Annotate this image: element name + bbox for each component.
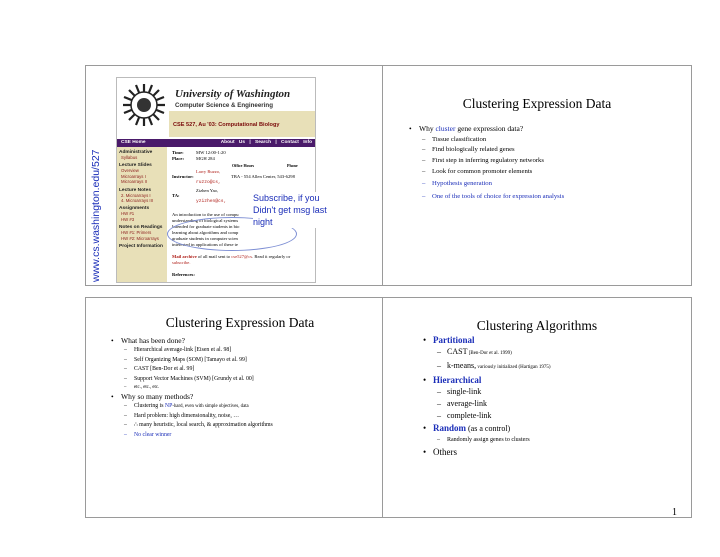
mail-archive-tail: . Read it regularly or <box>252 254 291 259</box>
office-hours-header: Office Hours <box>232 163 255 168</box>
intro-line: Intended for graduate students in bio <box>172 224 240 229</box>
bullet: • What has been done? <box>111 336 391 346</box>
intro-line: understanding of biological systems <box>172 218 239 223</box>
bullet-list <box>423 334 688 458</box>
sub-bullet: – Find biologically related genes <box>422 145 689 156</box>
bullet <box>423 334 688 346</box>
sidebar-link[interactable]: Overview <box>121 168 139 174</box>
sub-bullet-text: -hard, even with simple objectives, data <box>172 404 249 409</box>
bullet <box>423 374 688 386</box>
sidebar-heading: Administrative <box>119 150 153 155</box>
sub-bullet: – ∴ many heuristic, local search, & approximation algorithms <box>124 421 391 431</box>
website-screenshot <box>116 77 316 283</box>
slide-website-screenshot <box>85 65 395 286</box>
sidebar-link[interactable]: 4. Microarrays III <box>121 198 153 204</box>
bullet: • Why so many methods? <box>111 392 391 402</box>
bullet <box>409 124 689 135</box>
sidebar-heading: Assignments <box>119 206 150 212</box>
sidebar-link[interactable]: HW #1: Primers <box>121 230 152 236</box>
course-title: CSE 527, Au '03: Computational Biology <box>173 122 280 128</box>
sidebar-link[interactable]: Microarrays I <box>121 173 146 179</box>
intro-line: An introduction to the use of compu <box>172 212 239 217</box>
instructor-name[interactable]: Larry Ruzzo, <box>196 169 221 174</box>
nav-links[interactable]: About Us | Search | Contact Info <box>220 140 312 145</box>
cast-ref: [Ben-Dor et al. 1999) <box>467 351 512 356</box>
site-sidebar <box>117 147 167 283</box>
instructor-email[interactable]: ruzzo@cs, <box>196 180 221 185</box>
intro-line: graduate students in computer scien <box>172 236 238 241</box>
random-label: Random <box>433 423 467 433</box>
bullet <box>423 422 688 435</box>
intro-line: interested in applications of these te <box>172 242 238 247</box>
time-label: Time: <box>172 150 184 155</box>
subscribe-annotation <box>253 192 337 228</box>
sub-bullet: – CAST [Ben-Dor et al. 99] <box>124 365 391 375</box>
instructor-label: Instructor: <box>172 174 194 179</box>
np-highlight: NP <box>164 403 173 409</box>
nav-home-link[interactable]: CSE Home <box>121 140 146 145</box>
sidebar-link[interactable]: HW #1 <box>121 211 135 217</box>
bullet-text: gene expression data? <box>455 124 524 133</box>
random-note: (as a control) <box>466 424 511 433</box>
place-value: MGH 284 <box>196 156 215 161</box>
sub-bullet: – complete-link <box>437 410 688 422</box>
sub-bullet <box>437 360 688 374</box>
sub-bullet: – No clear winner <box>124 431 391 441</box>
sidebar-link[interactable]: Syllabus <box>121 155 138 160</box>
kmeans-label: k-means, <box>447 361 477 370</box>
bullet-highlight: cluster <box>435 124 456 133</box>
ta-name: Zizhen Yao, <box>196 188 219 193</box>
annotation-line: Didn't get msg last <box>253 205 327 215</box>
sub-bullet: – Tissue classification <box>422 135 689 146</box>
phone-header: Phone <box>287 163 298 168</box>
sub-bullet: – single-link <box>437 386 688 398</box>
time-value: MW 12:00-1:20 <box>196 150 226 155</box>
uw-subtitle: Computer Science & Engineering <box>175 102 273 109</box>
course-url[interactable]: www.cs.washington.edu/527 <box>90 149 102 282</box>
slide-clustering-algorithms <box>382 297 692 518</box>
bullet-list <box>409 124 689 203</box>
sidebar-link[interactable]: 2. Microarrays I <box>121 192 151 198</box>
sub-bullet: – Support Vector Machines (SVM) [Grundy et al. 00] <box>124 375 391 385</box>
page-number: 1 <box>672 507 677 518</box>
bullet: • Others <box>423 446 688 458</box>
sub-bullet: – Randomly assign genes to clusters <box>437 435 688 446</box>
sub-bullet: – Hierarchical average-link [Eisen et al. 98] <box>124 346 391 356</box>
annotation-line: night <box>253 217 273 227</box>
partitional-label: Partitional <box>433 335 475 345</box>
sidebar-heading: Notes on Readings <box>119 225 163 231</box>
mail-list-link[interactable]: cse527@cs <box>231 254 253 259</box>
sub-bullet: – etc., etc., etc. <box>124 384 391 392</box>
annotation-line: Subscribe, if you <box>253 193 320 203</box>
sidebar-link[interactable]: Microarrays II <box>121 179 148 185</box>
sub-bullet: – First step in inferring regulatory networks <box>422 156 689 167</box>
ta-email[interactable]: yzizhen@cs, <box>196 199 227 204</box>
site-nav-bar <box>117 139 316 147</box>
instructor-office: TBA - 554 Allen Center, 543-6298 <box>231 174 295 179</box>
sub-bullet: – average-link <box>437 398 688 410</box>
sidebar-heading: Lecture Notes <box>119 187 151 193</box>
sidebar-link[interactable]: HW #2: Microarrays <box>121 235 159 241</box>
sidebar-heading: Lecture Slides <box>119 163 152 169</box>
sub-bullet <box>124 402 391 412</box>
mail-archive-line <box>172 254 290 260</box>
mail-archive-text: of all mail sent to <box>196 254 232 259</box>
slide-what-has-been-done <box>85 297 395 518</box>
ta-label: TA: <box>172 193 180 198</box>
kmeans-ref: variously initialized (Hartigan 1975) <box>476 365 551 370</box>
sub-bullet <box>437 346 688 360</box>
references-label: References: <box>172 272 195 277</box>
hierarchical-label: Hierarchical <box>433 375 482 385</box>
bullet-text: Why <box>419 124 436 133</box>
slide-title: Clustering Expression Data <box>462 96 612 111</box>
intro-line: learning about algorithms and comp <box>172 230 239 235</box>
course-banner <box>169 111 316 137</box>
uw-seal-icon <box>118 79 170 131</box>
place-label: Place: <box>172 156 184 161</box>
mail-archive-link[interactable]: Mail archive <box>172 254 197 259</box>
sidebar-link[interactable]: HW #3 <box>121 216 135 222</box>
sub-bullet: – One of the tools of choice for expression analysis <box>422 190 689 203</box>
cast-label: CAST <box>447 347 468 356</box>
subscribe-link[interactable]: subscribe. <box>172 260 191 265</box>
slide-why-cluster <box>382 65 692 286</box>
sub-bullet: – Look for common promoter elements <box>422 166 689 178</box>
sub-bullet: – Hard problem: high dimensionality, noise, … <box>124 412 391 422</box>
bullet-list <box>111 336 391 440</box>
uw-title: University of Washington <box>175 88 291 100</box>
sidebar-heading[interactable]: Project Information <box>119 244 163 250</box>
slide-title: Clustering Algorithms <box>476 318 598 333</box>
sub-bullet-text: Clustering is <box>134 403 165 409</box>
slide-title: Clustering Expression Data <box>165 315 315 330</box>
sub-bullet: – Self Organizing Maps (SOM) [Tamayo et al. 99] <box>124 356 391 366</box>
sub-bullet: – Hypothesis generation <box>422 178 689 190</box>
